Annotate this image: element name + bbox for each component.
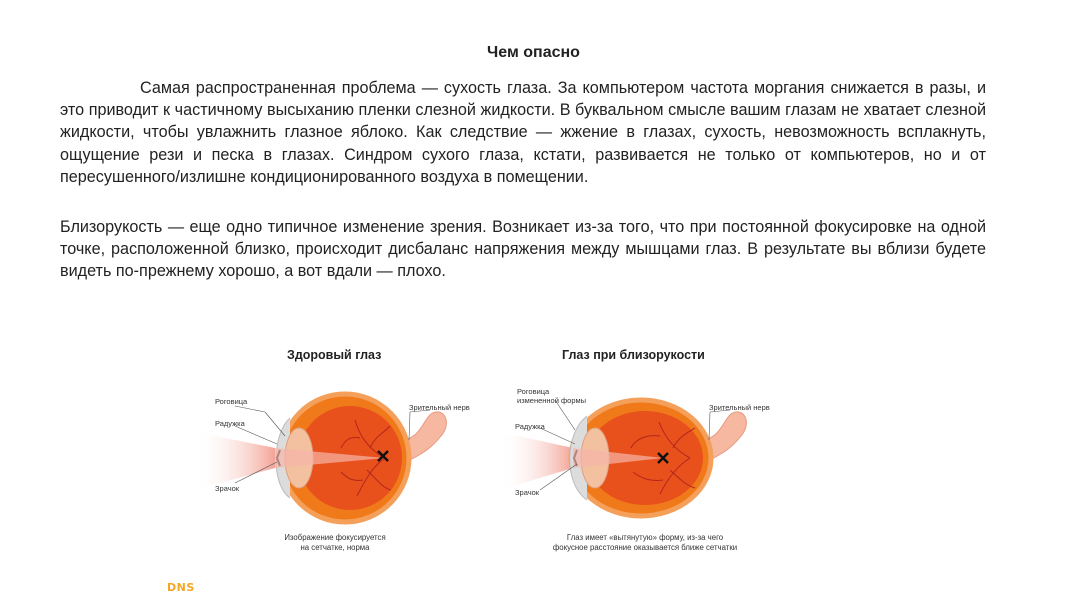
dns-logo: DNS (167, 581, 195, 594)
section-heading: Чем опасно (487, 44, 580, 61)
figure-caption (535, 533, 755, 553)
label-line: измененной формы (517, 396, 587, 405)
label-line: Роговица (517, 387, 550, 396)
figure-title: Глаз при близорукости (562, 348, 705, 362)
label-cornea-changed (517, 387, 586, 405)
label-iris: Радужка (515, 422, 545, 431)
label-pupil: Зрачок (215, 484, 240, 493)
caption-line: Глаз имеет «вытянутую» форму, из-за чего (566, 533, 724, 542)
figure-title: Здоровый глаз (287, 348, 382, 362)
figure-caption (265, 533, 405, 553)
label-optic-nerve: Зрительный нерв (709, 403, 770, 412)
label-iris: Радужка (215, 419, 245, 428)
label-cornea: Роговица (215, 397, 248, 406)
label-optic-nerve: Зрительный нерв (409, 403, 470, 412)
caption-line: на сетчатке, норма (300, 543, 370, 552)
paragraph-dry-eye: Самая распространенная проблема — сухость глаза. За компьютером частота моргания снижается в разы, и это приводит к частичному высыханию пленки слезной жидкости. В буквальном смысле вашим глазам не хватает слезной жидкости, чтобы увлажнить глазное яблоко. Как следствие — жжение в глазах, сухость, невозможность всплакнуть, ощущение рези и песка в глазах. Синдром сухого глаза, кстати, развивается не только от компьютеров, но и от пересушенного/излишне кондиционированного воздуха в помещении. (60, 79, 986, 186)
figure-healthy-eye (195, 340, 495, 570)
caption-line: Изображение фокусируется (284, 533, 386, 542)
paragraph-myopia: Близорукость — еще одно типичное изменение зрения. Возникает из-за того, что при постоянной фокусировке на одной точке, расположенной близко, происходит дисбаланс напряжения между мышцами глаз. В результате вы вблизи будете видеть по-прежнему хорошо, а вот вдали — плохо. (60, 218, 986, 281)
caption-line: фокусное расстояние оказывается ближе сетчатки (552, 543, 738, 552)
label-pupil: Зрачок (515, 488, 540, 497)
figure-myopia-eye (495, 340, 795, 570)
